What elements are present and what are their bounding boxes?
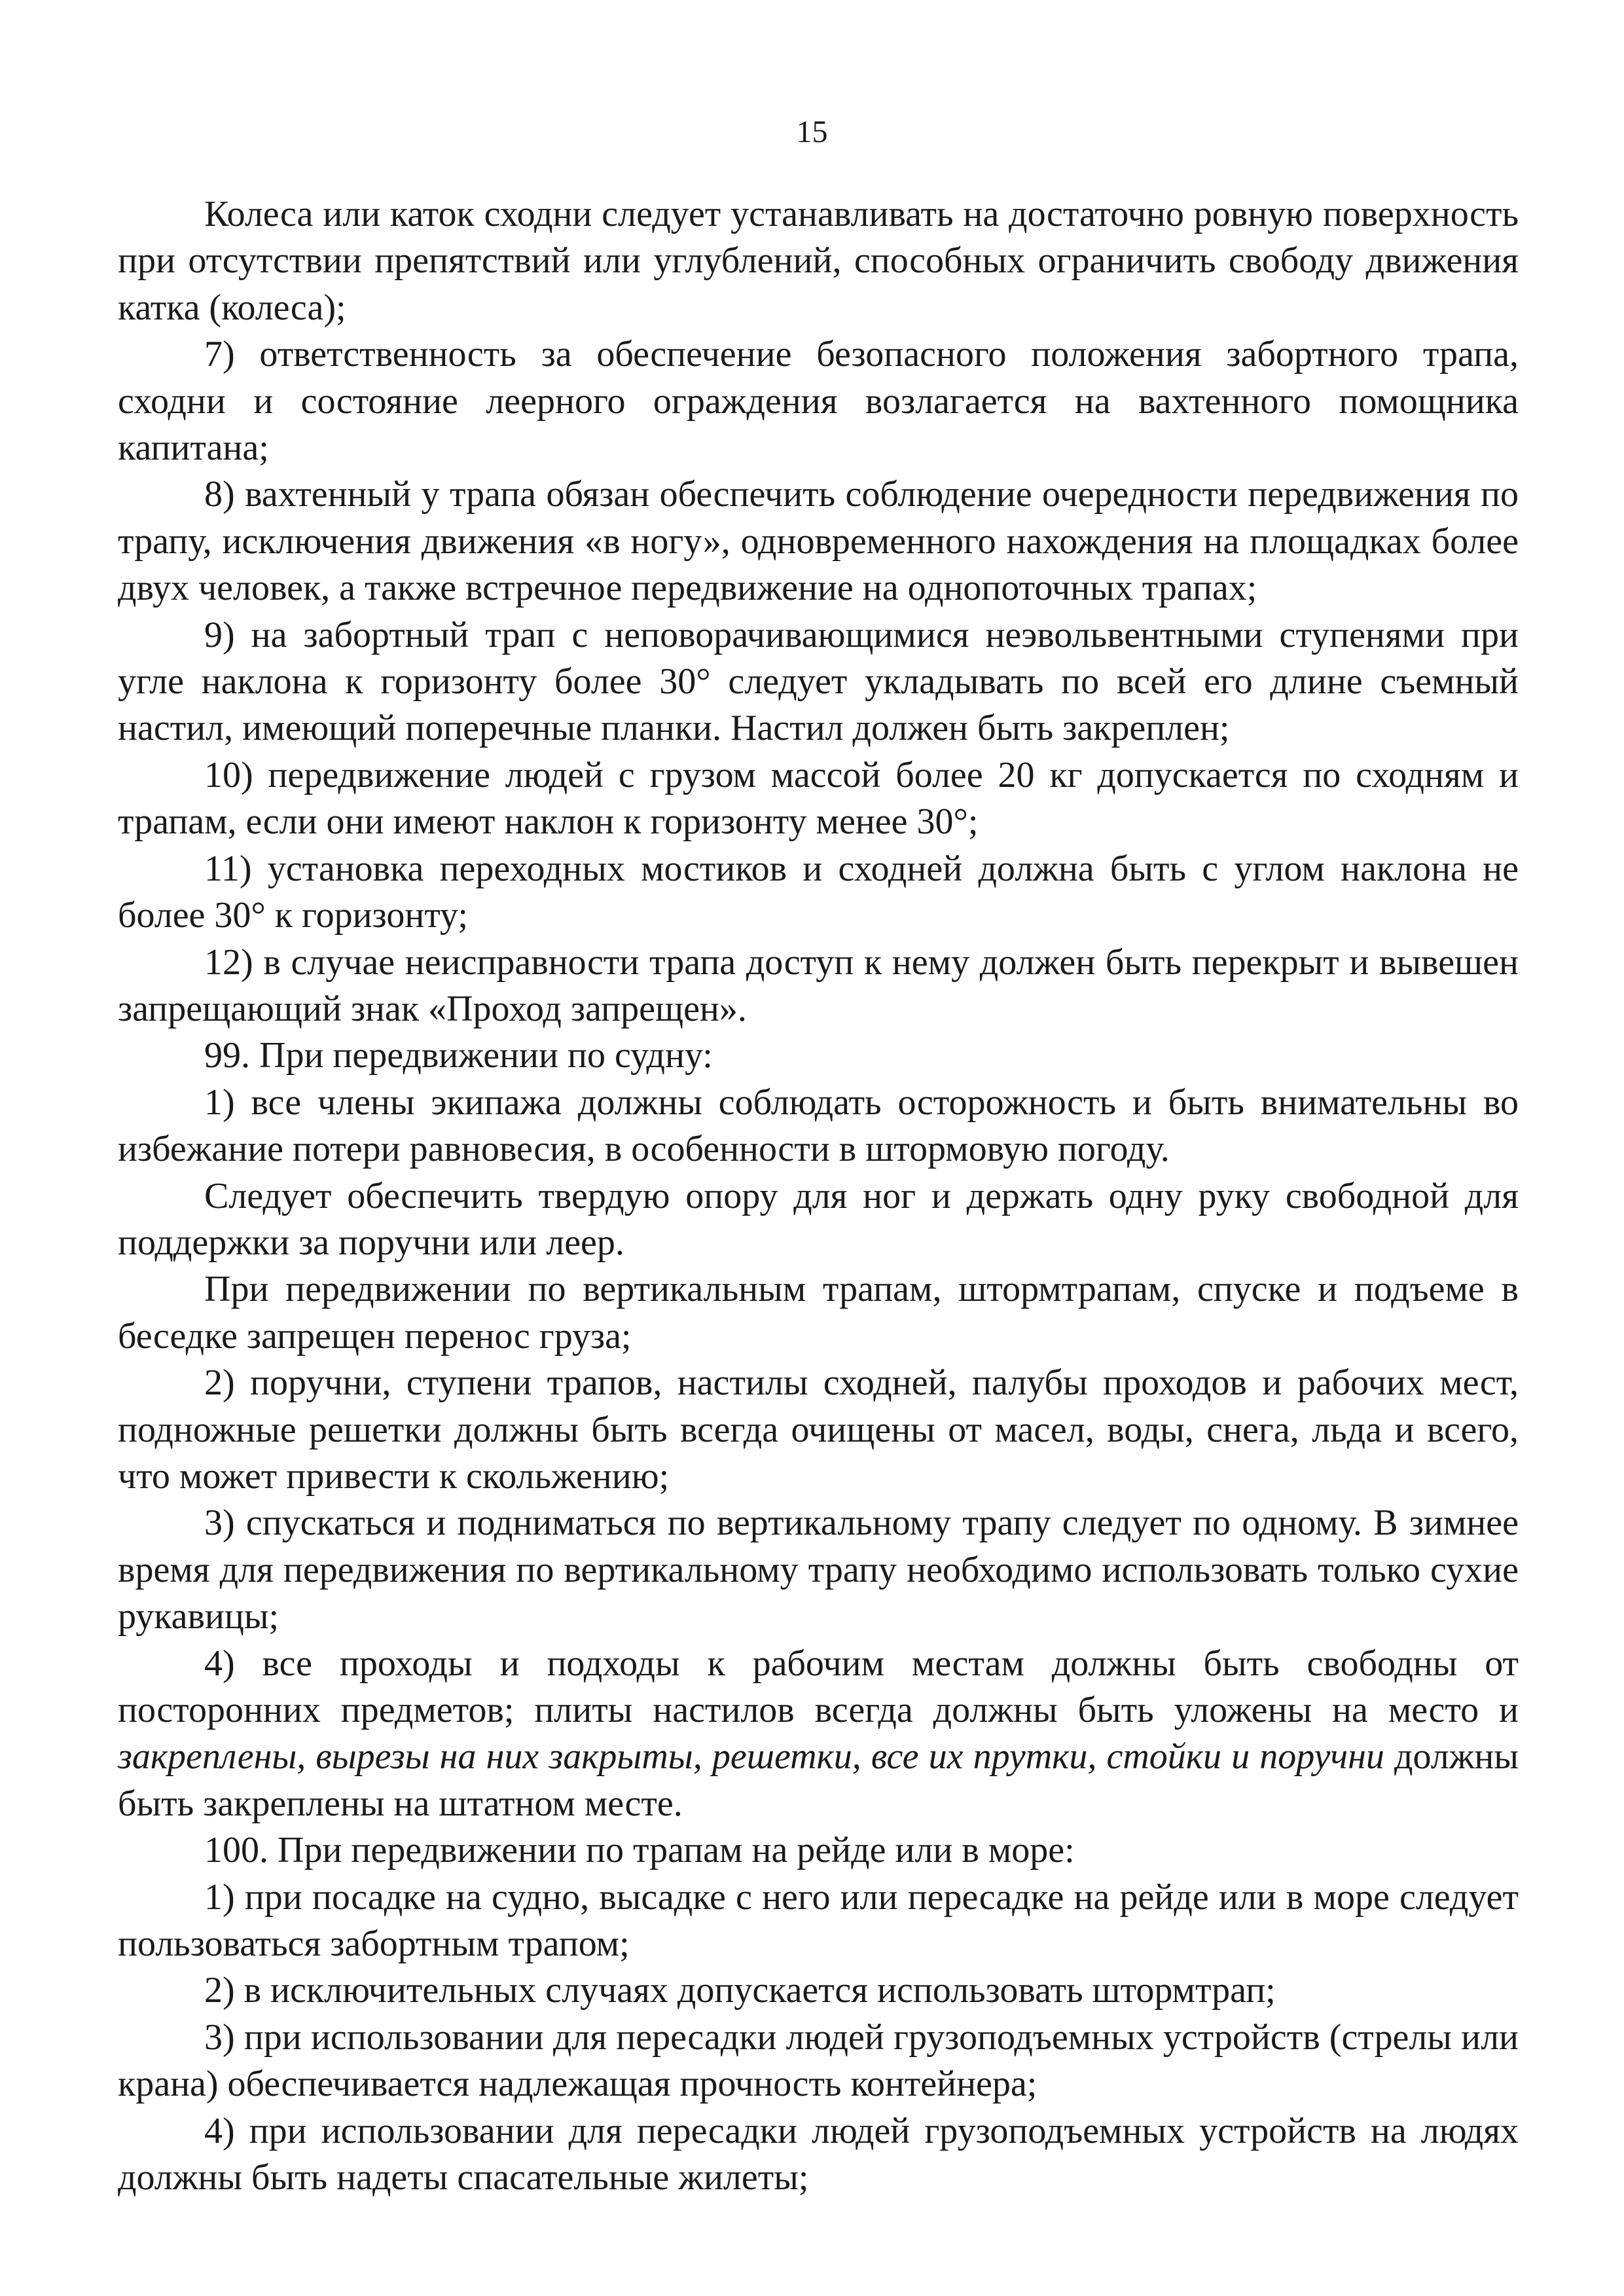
paragraph-100-item-1: 1) при посадке на судно, высадке с него или пересадке на рейде или в море следует пользоваться забортным трапом; — [118, 1876, 1519, 1965]
paragraph-99-item-4-lead: 4) все проходы и подходы к рабочим местам должны быть свободны от посторонних предметов; плиты настилов всегда должны быть уложены на место и — [118, 1643, 1519, 1730]
paragraph-item-9: 9) на забортный трап с неповорачивающимися неэвольвентными ступенями при угле наклона к горизонту более 30° следует укладывать по всей его длине съемный настил, имеющий поперечные планки. Настил должен быть закреплен; — [118, 614, 1519, 749]
paragraph-vertical-ladders: При передвижении по вертикальным трапам, штормтрапам, спуске и подъеме в беседке запрещен перенос груза; — [118, 1269, 1519, 1357]
paragraph-support: Следует обеспечить твердую опору для ног и держать одну руку свободной для поддержки за поручни или леер. — [118, 1175, 1519, 1263]
paragraph-99-item-2: 2) поручни, ступени трапов, настилы сходней, палубы проходов и рабочих мест, подножные решетки должны быть всегда очищены от масел, воды, снега, льда и всего, что может привести к скольжению; — [118, 1362, 1519, 1497]
paragraph-item-8: 8) вахтенный у трапа обязан обеспечить соблюдение очередности передвижения по трапу, исключения движения «в ногу», одновременного нахождения на площадках более двух человек, а также встречное передвижение на однопоточных трапах; — [118, 474, 1519, 609]
paragraph-item-10: 10) передвижение людей с грузом массой более 20 кг допускается по сходням и трапам, если они имеют наклон к горизонту менее 30°; — [118, 754, 1519, 843]
paragraph-item-12: 12) в случае неисправности трапа доступ к нему должен быть перекрыт и вывешен запрещающий знак «Проход запрещен». — [118, 941, 1519, 1029]
paragraph-wheels: Колеса или каток сходни следует устанавливать на достаточно ровную поверхность при отсутствии препятствий или углублений, способных ограничить свободу движения катка (колеса); — [118, 194, 1519, 328]
paragraph-99-item-3: 3) спускаться и подниматься по вертикальному трапу следует по одному. В зимнее время для передвижения по вертикальному трапу необходимо использовать только сухие рукавицы; — [118, 1503, 1519, 1637]
paragraph-item-11: 11) установка переходных мостиков и сходней должна быть с углом наклона не более 30° к горизонту; — [118, 848, 1519, 936]
paragraph-100-item-4: 4) при использовании для пересадки людей грузоподъемных устройств на людях должны быть надеты спасательные жилеты; — [118, 2110, 1519, 2198]
document-body — [118, 191, 1519, 2201]
paragraph-100-item-3: 3) при использовании для пересадки людей грузоподъемных устройств (стрелы или крана) обеспечивается надлежащая прочность контейнера; — [118, 2016, 1519, 2105]
paragraph-item-7: 7) ответственность за обеспечение безопасного положения забортного трапа, сходни и состояние леерного ограждения возлагается на вахтенного помощника капитана; — [118, 334, 1519, 469]
page-number: 15 — [796, 115, 828, 149]
section-99-heading: 99. При передвижении по судну: — [204, 1035, 713, 1076]
paragraph-99-item-4-tail: должны быть закреплены на штатном месте. — [118, 1736, 1519, 1824]
paragraph-99-item-4-italic: закреплены, вырезы на них закрыты, решетки, все их прутки, стойки и поручни — [118, 1736, 1384, 1777]
paragraph-99-item-4 — [118, 1641, 1519, 1828]
section-100-heading: 100. При передвижении по трапам на рейде или в море: — [204, 1830, 1075, 1871]
paragraph-99-item-1: 1) все члены экипажа должны соблюдать осторожность и быть внимательны во избежание потери равновесия, в особенности в штормовую погоду. — [118, 1082, 1519, 1170]
paragraph-100-item-2: 2) в исключительных случаях допускается использовать штормтрап; — [204, 1970, 1276, 2011]
